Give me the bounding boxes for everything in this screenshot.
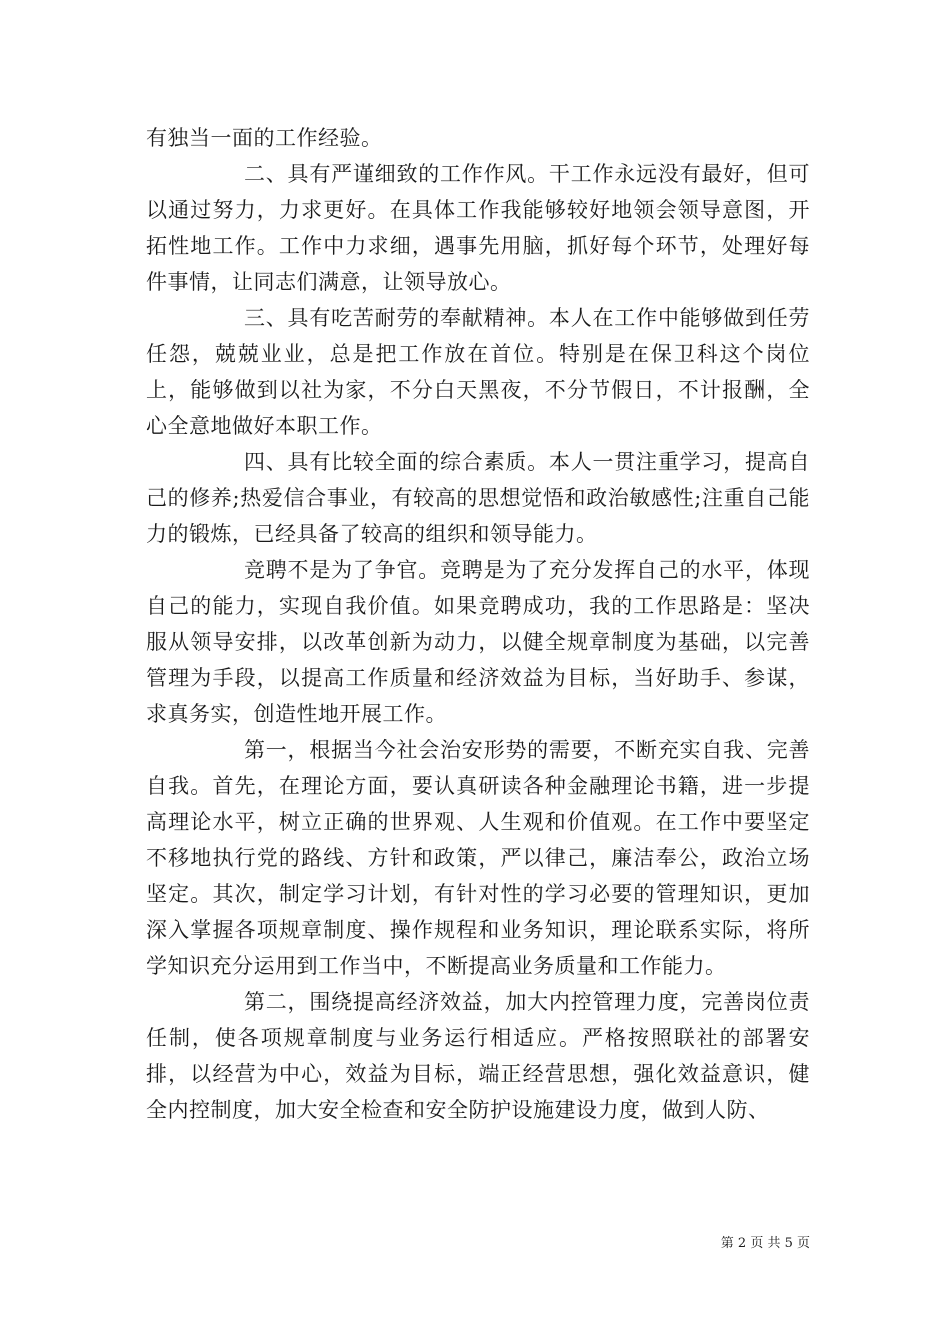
paragraph-7: 第二，围绕提高经济效益，加大内控管理力度，完善岗位责任制，使各项规章制度与业务运行相适应。严格按照联社的部署安排，以经营为中心，效益为目标，端正经营思想，强化效益意识，健全内控制度，加大安全检查和安全防护设施建设力度，做到人防、 bbox=[146, 990, 810, 1122]
paragraph-1: 有独当一面的工作经验。 bbox=[146, 126, 383, 150]
paragraph-3: 三、具有吃苦耐劳的奉献精神。本人在工作中能够做到任劳任怨，兢兢业业，总是把工作放在首位。特别是在保卫科这个岗位上，能够做到以社为家，不分白天黑夜，不分节假日，不计报酬，全心全意地做好本职工作。 bbox=[146, 306, 810, 438]
document-body bbox=[146, 120, 810, 1128]
paragraph-6: 第一，根据当今社会治安形势的需要，不断充实自我、完善自我。首先，在理论方面，要认真研读各种金融理论书籍，进一步提高理论水平，树立正确的世界观、人生观和价值观。在工作中要坚定不移地执行党的路线、方针和政策，严以律己，廉洁奉公，政治立场坚定。其次，制定学习计划，有针对性的学习必要的管理知识，更加深入掌握各项规章制度、操作规程和业务知识，理论联系实际，将所学知识充分运用到工作当中，不断提高业务质量和工作能力。 bbox=[146, 738, 810, 978]
paragraph-5: 竞聘不是为了争官。竞聘是为了充分发挥自己的水平，体现自己的能力，实现自我价值。如果竞聘成功，我的工作思路是：坚决服从领导安排，以改革创新为动力，以健全规章制度为基础，以完善管理为手段，以提高工作质量和经济效益为目标，当好助手、参谋，求真务实，创造性地开展工作。 bbox=[146, 558, 810, 726]
paragraph-2: 二、具有严谨细致的工作作风。干工作永远没有最好，但可以通过努力，力求更好。在具体工作我能够较好地领会领导意图，开拓性地工作。工作中力求细，遇事先用脑，抓好每个环节，处理好每件事情，让同志们满意，让领导放心。 bbox=[146, 162, 810, 294]
paragraph-4: 四、具有比较全面的综合素质。本人一贯注重学习，提高自己的修养;热爱信合事业，有较高的思想觉悟和政治敏感性;注重自己能力的锻炼，已经具备了较高的组织和领导能力。 bbox=[146, 450, 810, 546]
page-number-footer: 第 2 页 共 5 页 bbox=[720, 1236, 810, 1251]
